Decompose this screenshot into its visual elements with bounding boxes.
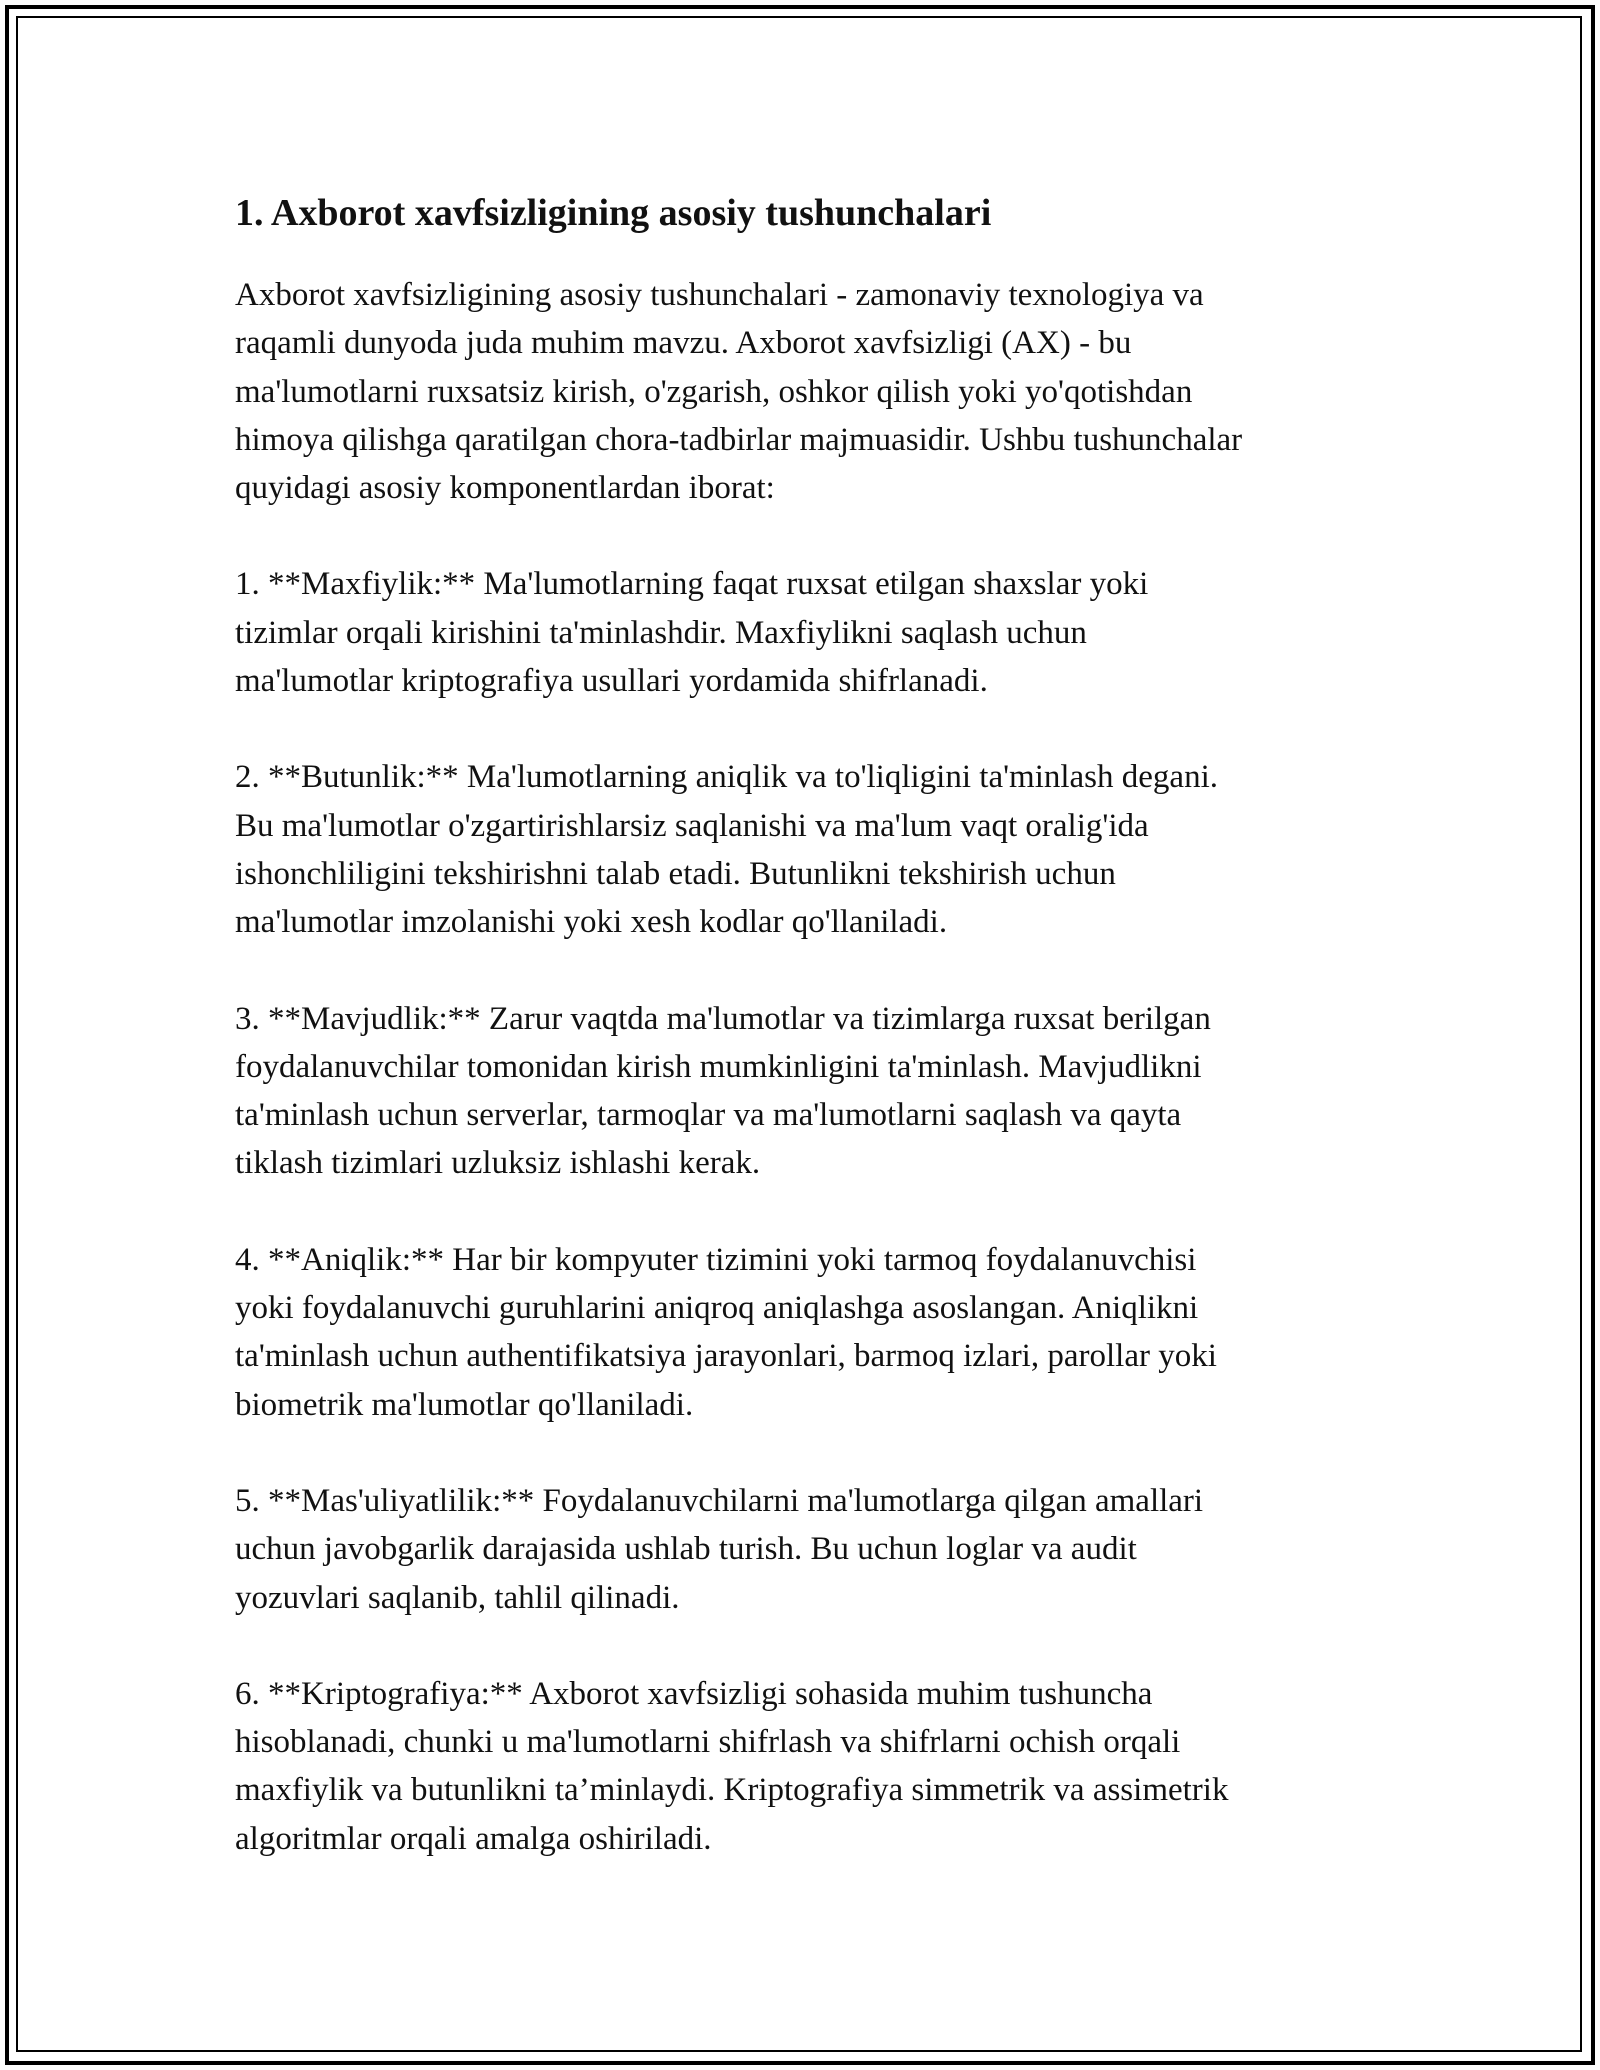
text-line: algoritmlar orqali amalga oshiriladi. [235, 1820, 712, 1857]
text-line: 4. **Aniqlik:** Har bir kompyuter tizimini yoki tarmoq foydalanuvchisi [235, 1241, 1197, 1278]
list-item-butunlik [235, 753, 1365, 946]
text-line: 6. **Kriptografiya:** Axborot xavfsizligi sohasida muhim tushuncha [235, 1675, 1153, 1712]
text-line: ma'lumotlar imzolanishi yoki xesh kodlar qo'llaniladi. [235, 904, 948, 941]
list-item-masuliyatlilik [235, 1477, 1365, 1622]
text-line: foydalanuvchilar tomonidan kirish mumkinligini ta'minlash. Mavjudlikni [235, 1048, 1202, 1085]
text-line: maxfiylik va butunlikni ta’minlaydi. Kriptografiya simmetrik va assimetrik [235, 1772, 1229, 1809]
text-line: himoya qilishga qaratilgan chora-tadbirlar majmuasidir. Ushbu tushunchalar [235, 421, 1243, 458]
text-line: quyidagi asosiy komponentlardan iborat: [235, 470, 775, 507]
text-line: biometrik ma'lumotlar qo'llaniladi. [235, 1386, 694, 1423]
text-line: yozuvlari saqlanib, tahlil qilinadi. [235, 1579, 680, 1616]
text-line: uchun javobgarlik darajasida ushlab turish. Bu uchun loglar va audit [235, 1531, 1137, 1568]
text-line: Bu ma'lumotlar o'zgartirishlarsiz saqlanishi va ma'lum vaqt oralig'ida [235, 807, 1149, 844]
text-line: 3. **Mavjudlik:** Zarur vaqtda ma'lumotlar va tizimlarga ruxsat berilgan [235, 1000, 1211, 1037]
list-item-aniqlik [235, 1236, 1365, 1429]
text-line: hisoblanadi, chunki u ma'lumotlarni shifrlash va shifrlarni ochish orqali [235, 1724, 1181, 1761]
text-line: ma'lumotlarni ruxsatsiz kirish, o'zgarish, oshkor qilish yoki yo'qotishdan [235, 373, 1193, 410]
text-line: 5. **Mas'uliyatlilik:** Foydalanuvchilarni ma'lumotlarga qilgan amallari [235, 1482, 1204, 1519]
text-line: 1. **Maxfiylik:** Ma'lumotlarning faqat ruxsat etilgan shaxslar yoki [235, 566, 1149, 603]
text-line: ishonchliligini tekshirishni talab etadi. Butunlikni tekshirish uchun [235, 855, 1116, 892]
text-line: ta'minlash uchun authentifikatsiya jarayonlari, barmoq izlari, parollar yoki [235, 1338, 1217, 1375]
text-line: ta'minlash uchun serverlar, tarmoqlar va ma'lumotlarni saqlash va qayta [235, 1097, 1182, 1134]
text-line: 2. **Butunlik:** Ma'lumotlarning aniqlik va to'liqligini ta'minlash degani. [235, 759, 1218, 796]
document-body [235, 187, 1365, 1911]
text-line: yoki foydalanuvchi guruhlarini aniqroq aniqlashga asoslangan. Aniqlikni [235, 1290, 1199, 1327]
text-line: ma'lumotlar kriptografiya usullari yordamida shifrlanadi. [235, 663, 988, 700]
text-line: tiklash tizimlari uzluksiz ishlashi kerak. [235, 1145, 761, 1182]
list-item-kriptografiya [235, 1670, 1365, 1863]
list-item-maxfiylik [235, 560, 1365, 705]
document-title: 1. Axborot xavfsizligining asosiy tushunchalari [235, 192, 992, 234]
intro-paragraph [235, 271, 1365, 512]
text-line: raqamli dunyoda juda muhim mavzu. Axborot xavfsizligi (AX) - bu [235, 325, 1132, 362]
text-line: tizimlar orqali kirishini ta'minlashdir. Maxfiylikni saqlash uchun [235, 614, 1087, 651]
text-line: Axborot xavfsizligining asosiy tushunchalari - zamonaviy texnologiya va [235, 277, 1204, 313]
list-item-mavjudlik [235, 995, 1365, 1188]
